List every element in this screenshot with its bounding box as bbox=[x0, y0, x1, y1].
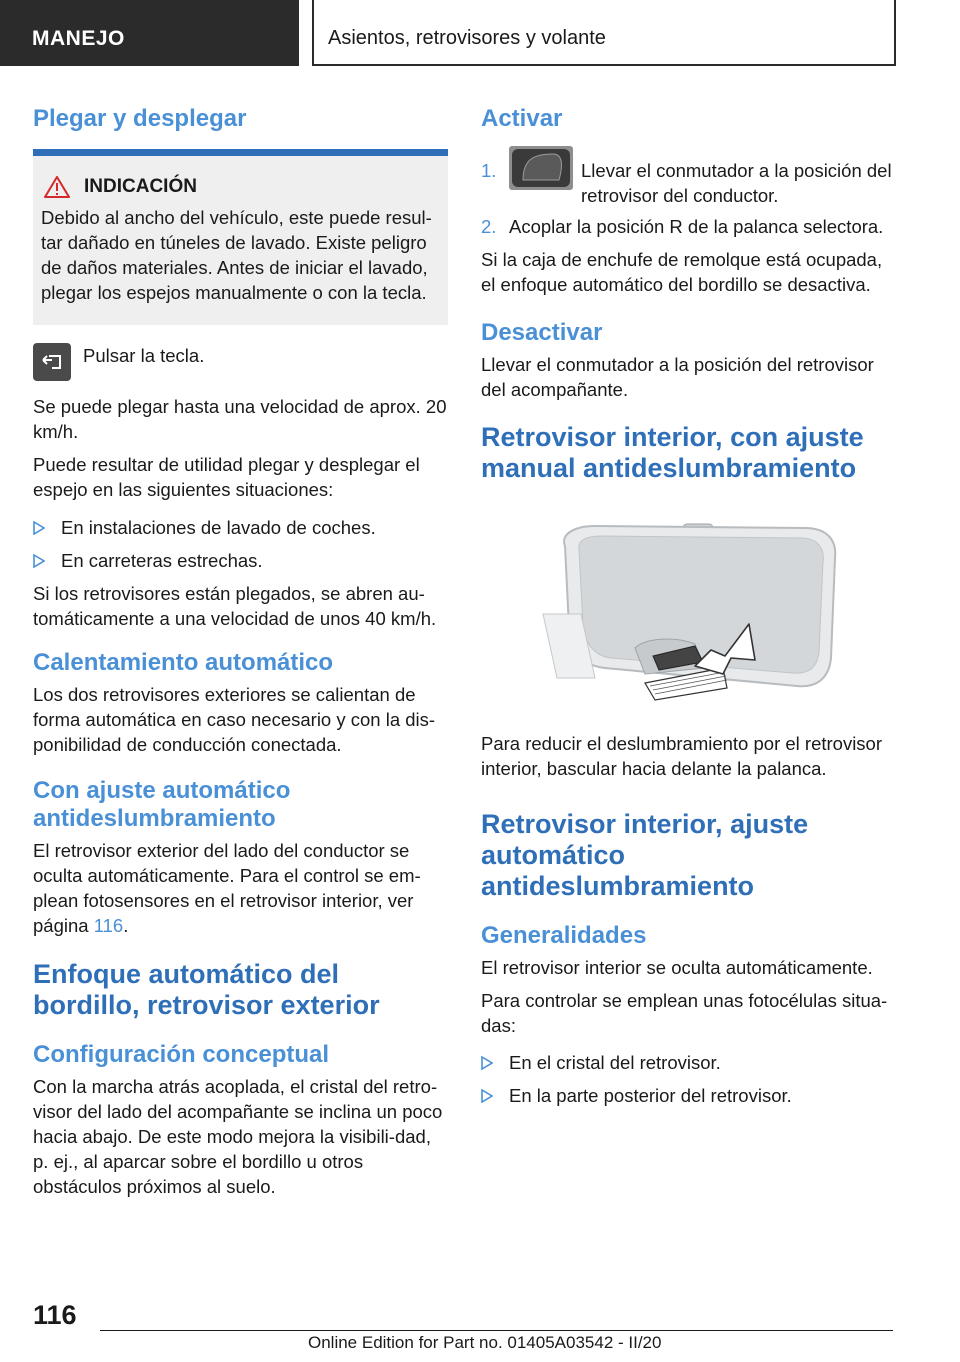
concept-heading: Configuración conceptual bbox=[33, 1041, 330, 1069]
triangle-bullet-icon bbox=[33, 521, 45, 535]
list-item-text: En instalaciones de lavado de coches. bbox=[61, 516, 376, 538]
speed-text: Se puede plegar hasta una velocidad de aprox. 20 km/h. bbox=[33, 395, 447, 442]
note-box bbox=[33, 156, 448, 325]
heating-heading: Calentamiento automático bbox=[33, 648, 334, 676]
auto-open-text: Si los retrovisores están plegados, se abren au‐tomáticamente a una velocidad de unos 40 km/h. bbox=[33, 582, 437, 629]
list-item bbox=[33, 515, 448, 540]
header-section-tab bbox=[0, 0, 299, 66]
header-section-label: MANEJO bbox=[32, 27, 125, 50]
fold-heading: Plegar y desplegar bbox=[33, 105, 247, 132]
page-link[interactable]: 116 bbox=[93, 915, 124, 937]
step-first-line bbox=[509, 146, 896, 208]
note-title: INDICACIÓN bbox=[84, 175, 197, 197]
triangle-bullet-icon bbox=[33, 554, 45, 568]
concept-text: Con la marcha atrás acoplada, el cristal del retro‐visor del lado del acompañante se inclina un poco hacia abajo. De este modo mejora la visibili‐dad, p. ej., al aparcar sobre el bordillo u otros obstáculos próximos al suelo. bbox=[33, 1076, 443, 1198]
list-item-text: En la parte posterior del retrovisor. bbox=[509, 1084, 792, 1106]
list-item-text: En el cristal del retrovisor. bbox=[509, 1051, 721, 1073]
list-item-text: En carreteras estrechas. bbox=[61, 549, 263, 571]
step-text: Acoplar la posición R de la palanca selectora. bbox=[509, 215, 884, 237]
mirror-switch-icon bbox=[509, 146, 573, 190]
deactivate-heading: Desactivar bbox=[481, 318, 603, 346]
activate-heading: Activar bbox=[481, 105, 563, 132]
manual-mirror-heading: Retrovisor interior, con ajuste manual antideslumbramiento bbox=[481, 421, 864, 483]
antidazzle-text: El retrovisor exterior del lado del conductor se oculta automáticamente. Para el control se em‐plean fotosensores en el retrovisor interior, ver página 116. bbox=[33, 840, 421, 937]
general-text-2: Para controlar se emplean unas fotocélulas situa‐das: bbox=[481, 989, 888, 1036]
step-number: 2. bbox=[481, 215, 497, 237]
list-item bbox=[481, 146, 896, 208]
auto-mirror-heading: Retrovisor interior, ajuste automático antideslumbramiento bbox=[481, 808, 809, 901]
step-body bbox=[509, 146, 896, 208]
general-heading: Generalidades bbox=[481, 921, 647, 949]
note-header bbox=[41, 176, 440, 198]
step-number: 1. bbox=[481, 159, 497, 181]
list-item bbox=[33, 548, 448, 573]
page-number: 116 bbox=[33, 1300, 77, 1330]
useful-text: Puede resultar de utilidad plegar y desplegar el espejo en las siguientes situaciones: bbox=[33, 453, 420, 500]
left-column bbox=[33, 100, 448, 1199]
step-text: Llevar el conmutador a la posición del retrovisor del conductor. bbox=[581, 159, 892, 206]
press-key-row bbox=[33, 343, 448, 381]
note-text: Debido al ancho del vehículo, este puede resul‐tar dañado en túneles de lavado. Existe peligro de daños materiales. Antes de iniciar el lavado, plegar los espejos manualmente o con la tecla. bbox=[41, 206, 432, 303]
triangle-bullet-icon bbox=[481, 1056, 493, 1070]
footer-edition: Online Edition for Part no. 01405A03542 - II/20 bbox=[308, 1333, 662, 1352]
list-item bbox=[481, 1050, 896, 1075]
antidazzle-heading: Con ajuste automático antideslumbramiento bbox=[33, 776, 291, 833]
press-key-text: Pulsar la tecla. bbox=[83, 344, 205, 366]
footer-rule bbox=[100, 1330, 893, 1331]
mirror-fold-key-icon bbox=[33, 343, 71, 381]
trailer-text: Si la caja de enchufe de remolque está ocupada, el enfoque automático del bordillo se desactiva. bbox=[481, 248, 883, 295]
triangle-bullet-icon bbox=[481, 1089, 493, 1103]
deactivate-text: Llevar el conmutador a la posición del retrovisor del acompañante. bbox=[481, 353, 874, 400]
rearview-mirror-illustration bbox=[535, 518, 845, 703]
right-column bbox=[481, 100, 896, 1108]
list-item bbox=[481, 214, 896, 239]
curb-heading: Enfoque automático del bordillo, retrovisor exterior bbox=[33, 959, 380, 1021]
warning-icon bbox=[44, 176, 70, 198]
manual-mirror-text: Para reducir el deslumbramiento por el retrovisor interior, bascular hacia delante la palanca. bbox=[481, 732, 883, 779]
section-rule bbox=[33, 149, 448, 156]
general-text-1: El retrovisor interior se oculta automáticamente. bbox=[481, 956, 873, 978]
header-chapter-box bbox=[312, 0, 896, 66]
heating-text: Los dos retrovisores exteriores se calientan de forma automática en caso necesario y con la dis‐ponibilidad de conducción conectada. bbox=[33, 683, 436, 755]
list-item bbox=[481, 1083, 896, 1108]
header-chapter-label: Asientos, retrovisores y volante bbox=[328, 27, 606, 49]
